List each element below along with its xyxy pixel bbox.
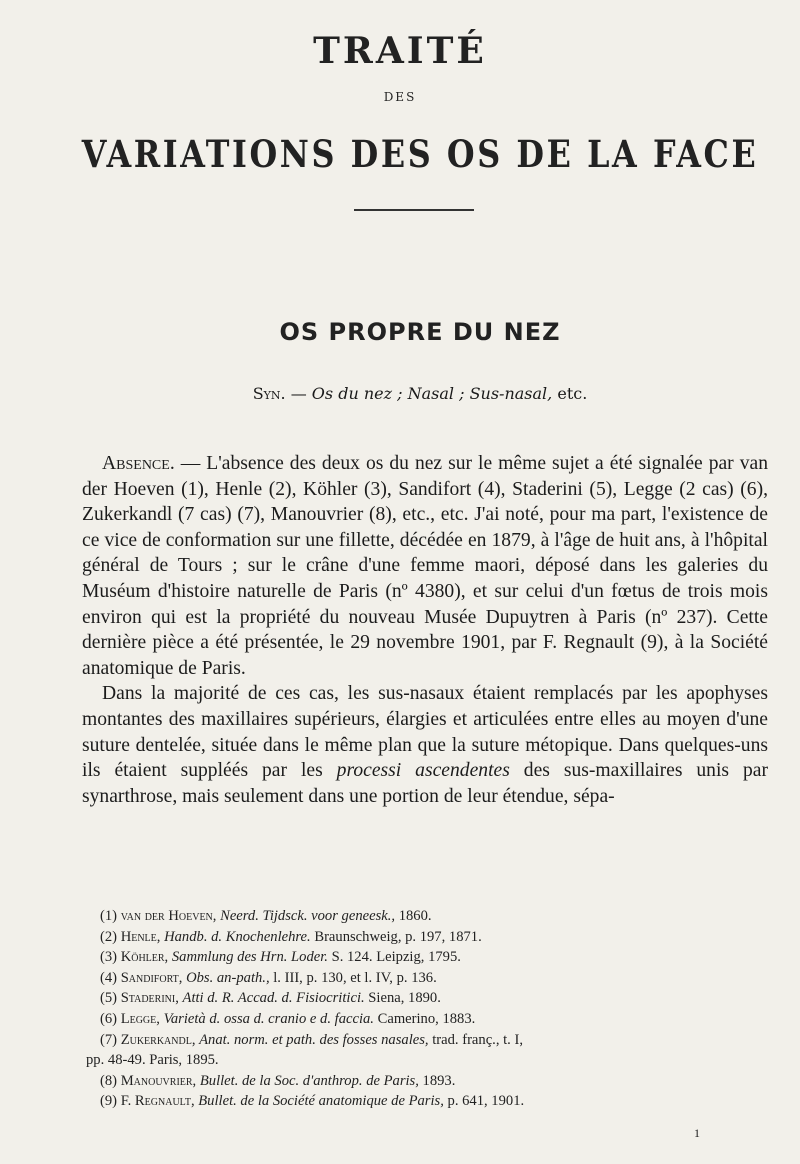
footnote-author: van der Hoeven, [120, 908, 217, 924]
footnote-author: Zukerkandl, [120, 1031, 196, 1048]
footnote-author: Köhler, [120, 949, 169, 966]
footnote-author: Staderini, [120, 990, 179, 1007]
footnote-title: Sammlung des Hrn. Loder. [171, 949, 328, 966]
footnote [86, 927, 776, 948]
title-connector: DES [383, 90, 417, 104]
footnote-title: Bullet. de la Soc. d'anthrop. de Paris, [199, 1072, 419, 1089]
footnote-author: F. Regnault, [120, 1093, 195, 1110]
syn-text: Os du nez ; Nasal ; Sus-nasal, [311, 384, 553, 403]
footnote [86, 1009, 776, 1030]
footnote-rest: pp. 48-49. Paris, 1895. [86, 1052, 219, 1069]
footnote-author: Manouvrier, [120, 1072, 197, 1089]
footnote [86, 947, 776, 968]
footnote [86, 1030, 776, 1051]
paragraph-majority [82, 681, 768, 809]
footnote-rest: Siena, 1890. [364, 990, 441, 1007]
paragraph-italic: processi ascendentes [336, 760, 510, 782]
footnote-author: Henle, [120, 928, 161, 945]
footnote-number: (9) [100, 1093, 118, 1110]
body-text [82, 451, 768, 809]
footnote-number: (6) [100, 1010, 118, 1027]
footnote [86, 906, 776, 927]
section-heading: OS PROPRE DU NEZ [279, 318, 561, 346]
footnote-title: Handb. d. Knochenlehre. [164, 928, 311, 945]
footnote [86, 988, 776, 1009]
footnote-number: (3) [100, 949, 118, 966]
footnote-rest: p. 641, 1901. [443, 1093, 525, 1110]
footnote-rest: 1860. [395, 908, 432, 924]
footnote-title: Obs. an-path., [186, 969, 270, 986]
title-rule [354, 209, 474, 211]
syn-dash: — [285, 384, 312, 403]
footnote-title: Atti d. R. Accad. d. Fisiocritici. [182, 990, 365, 1007]
page-number: 1 [694, 1126, 700, 1140]
footnote [86, 1071, 776, 1092]
footnote-author: Legge, [120, 1010, 160, 1027]
footnotes [86, 906, 776, 1112]
footnote-title: Anat. norm. et path. des fosses nasales, [199, 1031, 429, 1048]
paragraph-label: Absence. [102, 453, 175, 474]
footnote [86, 968, 776, 989]
paragraph-text-a: Dans la majorité de ces cas, les sus-nasaux étaient remplacés par les apophyses montantes des maxillaires supérieurs, élargies et articulées entre elles au moyen d'une suture dentelée, située dans le même plan que la suture métopique. Dans quelques-uns ils étaient suppléés par les [82, 683, 768, 782]
footnote-number: (2) [100, 928, 118, 945]
paragraph-absence [82, 451, 768, 681]
footnote-number: (4) [100, 969, 118, 986]
synonyms-line [0, 384, 800, 403]
syn-label: Syn. [252, 384, 286, 403]
footnote-title: Bullet. de la Société anatomique de Paris, [198, 1093, 444, 1110]
syn-etc: etc. [552, 384, 588, 403]
footnote-rest: Braunschweig, p. 197, 1871. [310, 928, 482, 945]
footnote-rest: l. III, p. 130, et l. IV, p. 136. [269, 969, 437, 986]
paragraph-text-b: des sus-maxillaires unis par synarthrose, mais seulement dans une portion de leur étendue, sépa- [82, 760, 768, 807]
paragraph-text: — L'absence des deux os du nez sur le même sujet a été signalée par van der Hoeven (1), Henle (2), Köhler (3), Sandifort (4), Staderini (5), Legge (2 cas) (6), Zukerkandl (7 cas) (7), Manouvrier (8), etc., etc. J'ai noté, pour ma part, l'existence de ce vice de conformation sur une fillette, décédée en 1879, à l'âge de huit ans, à l'hôpital général de Tours ; sur le crâne d'une femme maori, déposé dans les galeries du Muséum d'histoire naturelle de Paris (nº 4380), et sur celui d'un fœtus de trois mois environ qui est la propriété du nouveau Musée Dupuytren à Paris (nº 237). Cette dernière pièce a été présentée, le 29 novembre 1901, par F. Regnault (9), à la Société anatomique de Paris. [82, 453, 768, 679]
footnote-number: (8) [100, 1072, 118, 1089]
footnote-number: (1) [100, 908, 118, 924]
footnote-rest: Camerino, 1883. [373, 1010, 476, 1027]
footnote-rest: 1893. [418, 1072, 456, 1089]
footnote-title: Varietà d. ossa d. cranio e d. faccia. [163, 1010, 374, 1027]
footnote [86, 1091, 776, 1112]
footnote-number: (7) [100, 1031, 118, 1048]
footnote-rest: trad. franç., t. I, [428, 1031, 523, 1048]
footnote-continuation [86, 1050, 776, 1071]
footnote-number: (5) [100, 990, 118, 1007]
book-title: TRAITÉ [313, 30, 487, 72]
book-subtitle: VARIATIONS DES OS DE LA FACE [81, 132, 759, 176]
footnote-rest: S. 124. Leipzig, 1795. [327, 949, 461, 966]
footnote-title: Neerd. Tijdsck. voor geneesk., [220, 908, 396, 924]
footnote-author: Sandifort, [120, 969, 183, 986]
